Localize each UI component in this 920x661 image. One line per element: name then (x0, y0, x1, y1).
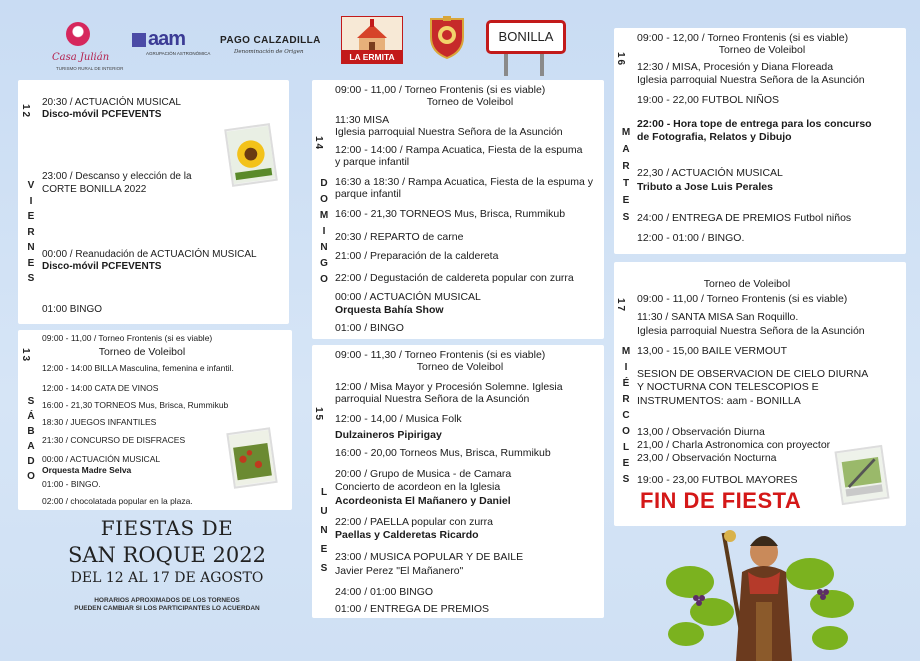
sabado-line-8: 00:00 / ACTUACIÓN MUSICAL (42, 454, 161, 464)
day-name-viernes: V I E R N E S (27, 180, 35, 284)
schedule-note-line-2: PUEDEN CAMBIAR SI LOS PARTICIPANTES LO ACUERDAN (74, 605, 260, 612)
domingo-line-12: 22:00 / Degustación de caldereta popular con zurra (335, 272, 574, 284)
viernes-line-2: Disco-móvil PCFEVENTS (42, 109, 162, 120)
lunes-line-2: Torneo de Voleibol (416, 361, 504, 373)
domingo-line-5: 12:00 - 14:00 / Rampa Acuatica, Fiesta de la espuma (335, 144, 583, 156)
miercoles-line-5: 13,00 - 15,00 BAILE VERMOUT (637, 345, 787, 357)
miercoles-line-4: Iglesia parroquial Nuestra Señora de la Asunción (637, 325, 865, 337)
lunes-line-4: parroquial Nuestra Señora de la Asunción (335, 393, 530, 405)
sabado-line-7: 21:30 / CONCURSO DE DISFRACES (42, 435, 186, 445)
fin-de-fiesta: FIN DE FIESTA (640, 488, 802, 513)
miercoles-line-11: 23,00 / Observación Nocturna (637, 452, 777, 464)
sabado-line-10: 01:00 - BINGO. (42, 479, 101, 489)
day-number-17: 17 (615, 298, 626, 314)
martes-line-5: 19:00 - 22,00 FUTBOL NIÑOS (637, 94, 780, 106)
domingo-line-10: 20:30 / REPARTO de carne (335, 231, 464, 243)
miercoles-line-10: 21,00 / Charla Astronomica con proyector (637, 439, 831, 451)
day-number-16: 16 (615, 52, 626, 68)
day-number-13: 13 (20, 348, 31, 364)
san-roque-illustration (660, 522, 860, 661)
domingo-line-7: 16:30 a 18:30 / Rampa Acuatica, Fiesta de la espuma y (335, 176, 593, 188)
martes-line-6: 22:00 - Hora tope de entrega para los concurso (637, 118, 872, 130)
poster-title-line-2: SAN ROQUE 2022 (68, 543, 266, 567)
martes-line-7: de Fotografia, Relatos y Dibujo (637, 131, 792, 143)
sabado-line-1: 09:00 - 11,00 / Torneo Frontenis (si es viable) (42, 333, 213, 343)
panel-sabado (18, 330, 292, 510)
viernes-line-1: 20:30 / ACTUACIÓN MUSICAL (42, 97, 181, 108)
bonilla-sign-label: BONILLA (486, 20, 566, 54)
panel-lunes (312, 345, 604, 618)
lunes-line-13: 23:00 / MUSICA POPULAR Y DE BAILE (335, 551, 524, 563)
martes-line-11: 12:00 - 01:00 / BINGO. (637, 232, 745, 244)
miercoles-line-8: INSTRUMENTOS: aam - BONILLA (637, 395, 801, 407)
sabado-line-9: Orquesta Madre Selva (42, 465, 132, 475)
lunes-line-6: Dulzaineros Pipirigay (335, 429, 442, 441)
lunes-line-1: 09:00 - 11,30 / Torneo Frontenis (si es viable) (335, 349, 546, 361)
day-name-domingo: D O M I N G O (319, 178, 329, 285)
poster-dates: DEL 12 AL 17 DE AGOSTO (70, 570, 264, 586)
panel-domingo (312, 80, 604, 339)
sabado-line-2: Torneo de Voleibol (98, 346, 186, 358)
panel-miercoles (614, 262, 906, 526)
viernes-line-5: 00:00 / Reanudación de ACTUACIÓN MUSICAL (42, 249, 257, 260)
schedule-note-line-1: HORARIOS APROXIMADOS DE LOS TORNEOS (94, 597, 240, 604)
sabado-line-4: 12:00 - 14:00 CATA DE VINOS (42, 383, 159, 393)
lunes-line-8: 20:00 / Grupo de Musica - de Camara (335, 468, 512, 480)
martes-line-8: 22,30 / ACTUACIÓN MUSICAL (637, 167, 783, 179)
miercoles-line-3: 11:30 / SANTA MISA San Roquillo. (637, 311, 799, 323)
lunes-line-16: 01:00 / ENTREGA DE PREMIOS (335, 603, 490, 615)
day-number-12: 12 (20, 104, 31, 120)
domingo-line-11: 21:00 / Preparación de la caldereta (335, 250, 499, 262)
domingo-line-9: 16:00 - 21,30 TORNEOS Mus, Brisca, Rummikub (335, 208, 566, 220)
domingo-line-3: 11:30 MISA (335, 114, 390, 126)
sabado-line-6: 18:30 / JUEGOS INFANTILES (42, 417, 157, 427)
aam-icon (132, 33, 146, 47)
sunflower-image (224, 123, 278, 187)
day-number-14: 14 (313, 136, 324, 152)
aam-name: aam (148, 28, 186, 50)
sign-post-left (504, 54, 508, 76)
miercoles-line-2: 09:00 - 11,00 / Torneo Frontenis (si es viable) (637, 293, 848, 305)
poster-title-line-1: FIESTAS DE (100, 516, 234, 540)
sabado-line-5: 16:00 - 21,30 TORNEOS Mus, Brisca, Rummikub (42, 400, 229, 410)
pago-sub: Denominación de Origen (234, 49, 304, 55)
miercoles-line-1: Torneo de Voleibol (703, 278, 791, 290)
panel-martes (614, 28, 906, 254)
viernes-line-7: 01:00 BINGO (42, 304, 103, 315)
lunes-line-11: 22:00 / PAELLA popular con zurra (335, 516, 493, 528)
lunes-line-10: Acordeonista El Mañanero y Daniel (335, 495, 511, 507)
sabado-line-3: 12:00 - 14:00 BILLA Masculina, femenina e infantil. (42, 363, 234, 373)
lunes-line-9: Concierto de acordeon en la Iglesia (335, 481, 501, 493)
casa-julian-sub: TURISMO RURAL DE INTERIOR (56, 66, 124, 71)
seed-packet-image (834, 445, 889, 505)
viernes-line-6: Disco-móvil PCFEVENTS (42, 261, 162, 272)
domingo-line-14: Orquesta Bahía Show (335, 304, 444, 316)
day-name-miercoles: M I É R C O L E S (621, 346, 631, 485)
lunes-line-5: 12:00 - 14,00 / Musica Folk (335, 413, 462, 425)
martes-line-3: 12:30 / MISA, Procesión y Diana Floreada (637, 61, 834, 73)
day-name-lunes: L U N E S (320, 487, 328, 574)
vegetable-garden-image (226, 427, 277, 489)
sabado-line-11: 02:00 / chocolatada popular en la plaza. (42, 496, 193, 506)
sign-post-right (540, 54, 544, 76)
coat-of-arms-icon (428, 15, 466, 59)
martes-line-2: Torneo de Voleibol (718, 44, 806, 56)
day-name-martes: M A R T E S (621, 127, 631, 223)
casa-julian-icon (66, 22, 90, 46)
miercoles-line-7: Y NOCTURNA CON TELESCOPIOS E (637, 381, 819, 393)
lunes-line-7: 16:00 - 20,00 Torneos Mus, Brisca, Rummikub (335, 447, 551, 459)
martes-line-4: Iglesia parroquial Nuestra Señora de la Asunción (637, 74, 865, 86)
domingo-line-2: Torneo de Voleibol (426, 96, 514, 108)
martes-line-1: 09:00 - 12,00 / Torneo Frontenis (si es viable) (637, 32, 849, 44)
viernes-line-4: CORTE BONILLA 2022 (42, 184, 147, 195)
pago-name: PAGO CALZADILLA (220, 35, 321, 46)
domingo-line-1: 09:00 - 11,00 / Torneo Frontenis (si es viable) (335, 84, 546, 96)
aam-sub: AGRUPACIÓN ASTRONÓMICA (146, 51, 211, 56)
domingo-line-13: 00:00 / ACTUACIÓN MUSICAL (335, 291, 481, 303)
schedule-note (42, 597, 292, 613)
panel-viernes (18, 80, 289, 324)
lunes-line-14: Javier Perez "El Mañanero" (335, 565, 464, 577)
casa-julian-name: Casa Julián (52, 52, 110, 63)
miercoles-line-6: SESION DE OBSERVACION DE CIELO DIURNA (637, 368, 869, 380)
lunes-line-15: 24:00 / 01:00 BINGO (335, 586, 434, 598)
day-name-sabado: S Á B A D O (27, 396, 35, 482)
domingo-line-6: y parque infantil (335, 156, 410, 168)
viernes-line-3: 23:00 / Descanso y elección de la (42, 171, 192, 182)
miercoles-line-9: 13,00 / Observación Diurna (637, 426, 765, 438)
martes-line-9: Tributo a Jose Luis Perales (637, 181, 773, 193)
la-ermita-name: LA ERMITA (341, 50, 403, 64)
lunes-line-12: Paellas y Calderetas Ricardo (335, 529, 479, 541)
domingo-line-8: parque infantil (335, 188, 401, 200)
lunes-line-3: 12:00 / Misa Mayor y Procesión Solemne. Iglesia (335, 381, 563, 393)
martes-line-10: 24:00 / ENTREGA DE PREMIOS Futbol niños (637, 212, 852, 224)
domingo-line-4: Iglesia parroquial Nuestra Señora de la Asunción (335, 126, 563, 138)
miercoles-line-12: 19:00 - 23,00 FUTBOL MAYORES (637, 474, 798, 486)
day-number-15: 15 (313, 407, 324, 423)
domingo-line-15: 01:00 / BINGO (335, 322, 404, 334)
